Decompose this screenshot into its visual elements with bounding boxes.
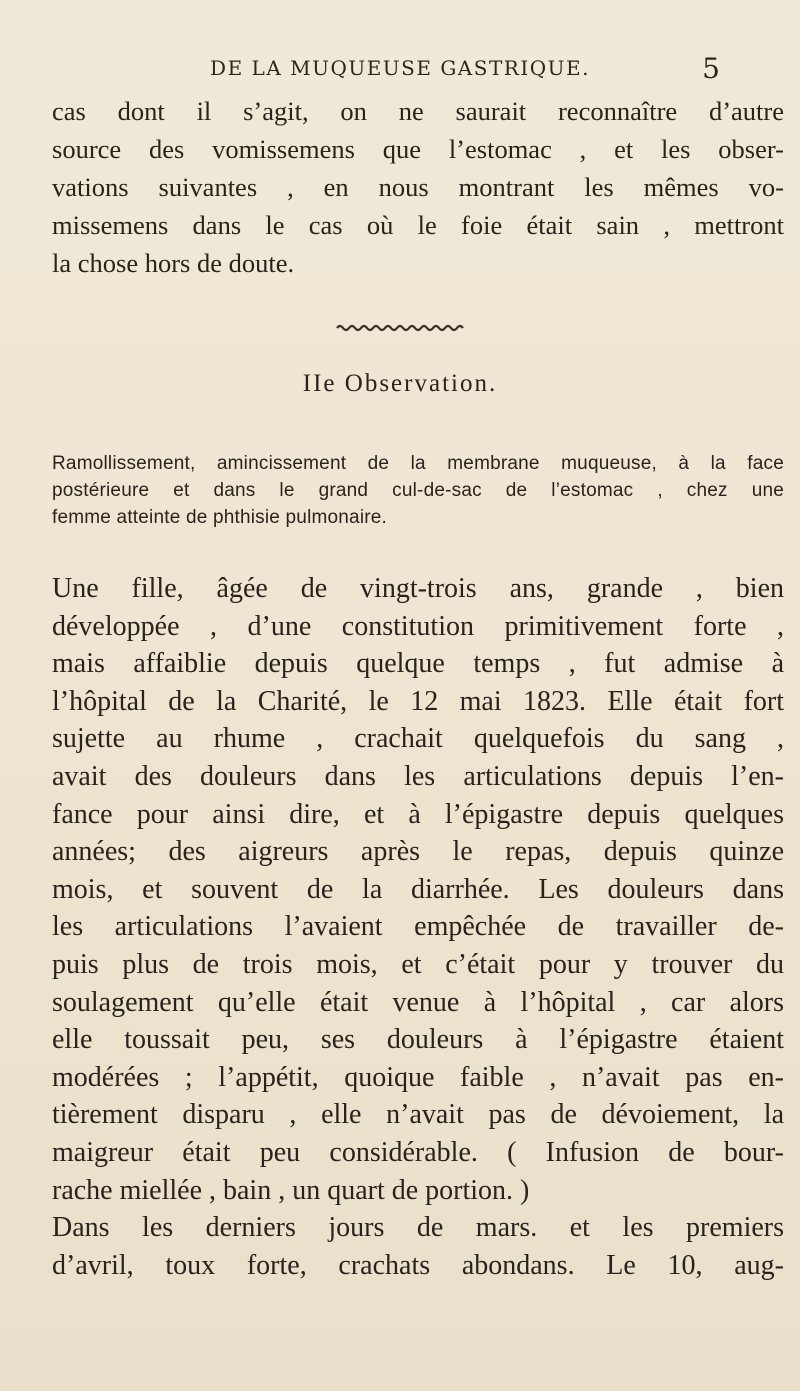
text-line: maigreur était peu considérable. ( Infusion de bour- <box>52 1136 784 1168</box>
text-line: Une fille, âgée de vingt-trois ans, grande , bien <box>52 573 784 604</box>
text-line: fance pour ainsi dire, et à l’épigastre depuis quelques <box>52 798 784 830</box>
text-line: modérées ; l’appétit, quoique faible , n’avait pas en- <box>52 1061 784 1093</box>
text-line: missemens dans le cas où le foie était sain , mettront <box>52 210 784 240</box>
observation-summary <box>52 450 784 531</box>
text-line: rache miellée , bain , un quart de portion. ) <box>52 1174 530 1206</box>
text-line: vations suivantes , en nous montrant les mêmes vo- <box>52 172 784 202</box>
text-line: cas dont il s’agit, on ne saurait reconnaître d’autre <box>52 96 784 126</box>
text-line: avait des douleurs dans les articulations depuis l’en- <box>52 760 784 792</box>
running-head <box>0 50 800 90</box>
decorative-rule <box>0 318 800 337</box>
wavy-rule-icon <box>335 323 465 333</box>
text-line: l’hôpital de la Charité, le 12 mai 1823. Elle était fort <box>52 685 784 717</box>
running-title: DE LA MUQUEUSE GASTRIQUE. <box>210 56 590 80</box>
text-line: puis plus de trois mois, et c’était pour y trouver du <box>52 948 784 980</box>
text-line: années; des aigreurs après le repas, depuis quinze <box>52 836 784 868</box>
summary-line: postérieure et dans le grand cul-de-sac de l’estomac , chez une <box>52 480 784 501</box>
text-line: source des vomissemens que l’estomac , et les obser- <box>52 134 784 164</box>
text-line: tièrement disparu , elle n’avait pas de dévoiement, la <box>52 1099 784 1131</box>
page-number: 5 <box>702 52 720 85</box>
text-line: mois, et souvent de la diarrhée. Les douleurs dans <box>52 873 784 905</box>
text-line: d’avril, toux forte, crachats abondans. Le 10, aug- <box>52 1249 784 1281</box>
summary-line: Ramollissement, amincissement de la membrane muqueuse, à la face <box>52 453 784 474</box>
text-line: Dans les derniers jours de mars. et les premiers <box>52 1212 784 1244</box>
text-line: mais affaiblie depuis quelque temps , fut admise à <box>52 648 784 680</box>
text-line: développée , d’une constitution primitivement forte , <box>52 610 784 642</box>
text-line: sujette au rhume , crachait quelquefois du sang , <box>52 723 784 755</box>
text-line: soulagement qu’elle était venue à l’hôpital , car alors <box>52 986 784 1018</box>
text-line: elle toussait peu, ses douleurs à l’épigastre étaient <box>52 1024 784 1056</box>
text-line: les articulations l’avaient empêchée de travailler de- <box>52 911 784 943</box>
summary-line: femme atteinte de phthisie pulmonaire. <box>52 507 388 528</box>
intro-paragraph <box>52 92 784 282</box>
section-heading: IIe Observation. <box>302 370 498 397</box>
text-line: la chose hors de doute. <box>52 248 295 278</box>
observation-body <box>52 570 784 1284</box>
